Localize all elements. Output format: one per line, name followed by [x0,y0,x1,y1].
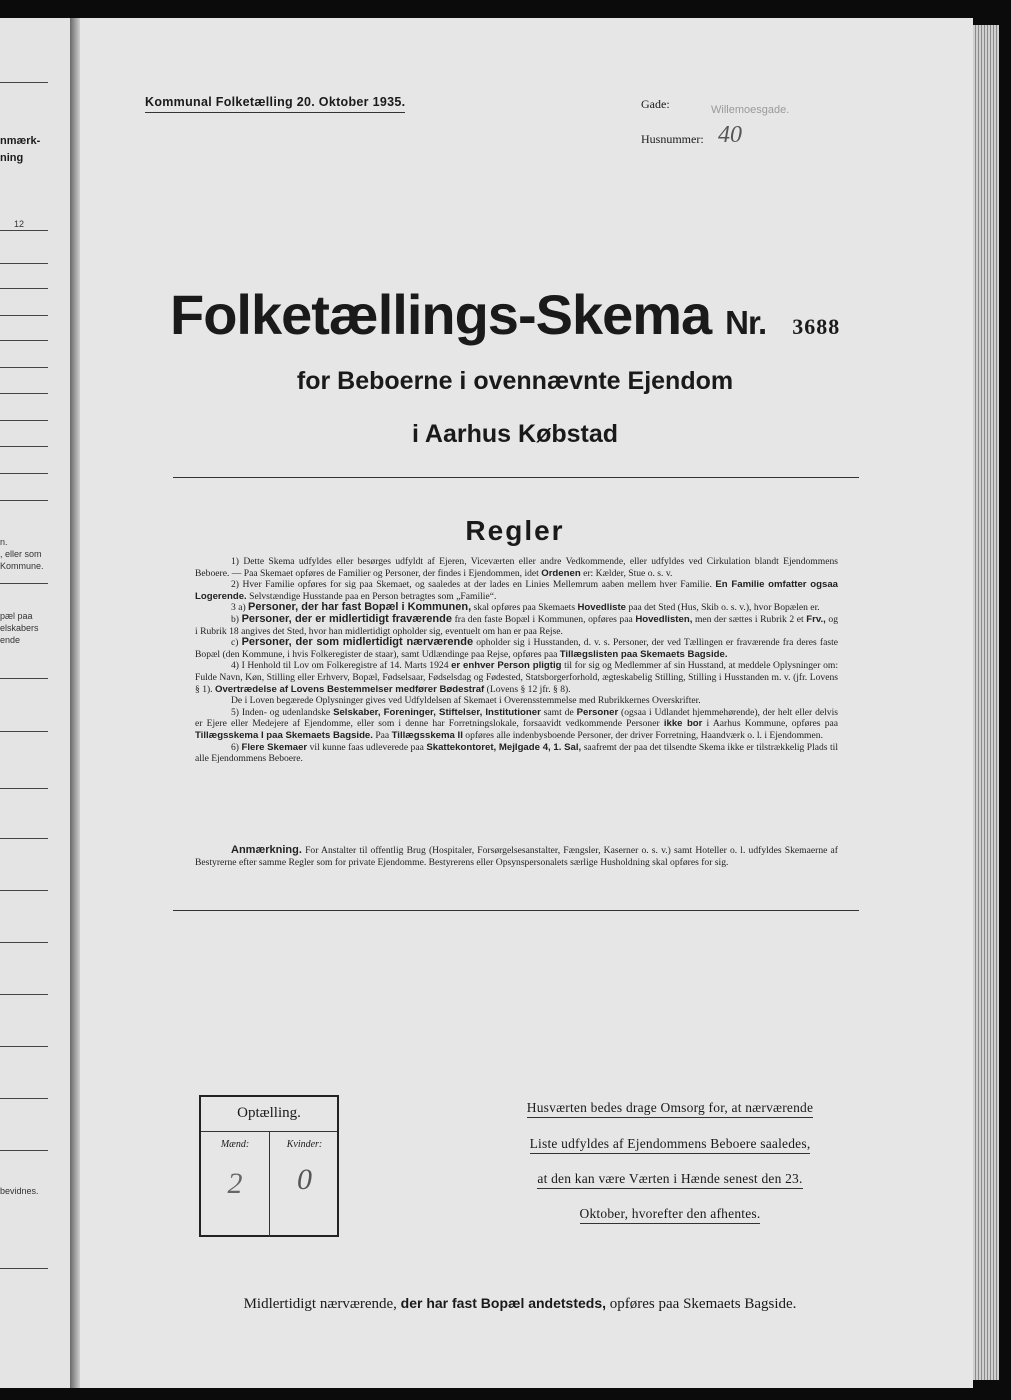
book-gutter [70,18,80,1388]
left-rule [0,678,48,679]
left-rule [0,288,48,289]
rule-3c: c) Personer, der som midlertidigt nærværende opholder sig i Husstanden, d. v. s. Personer, der ved Tællingen er fraværende fra deres faste Bopæl (den Kommune, i hvis Folkeregister de staar), samt Udlændinge paa Rejse, opføres paa Tillægslisten paa Skemaets Bagside. [195,636,838,660]
left-rule [0,340,48,341]
left-rule [0,838,48,839]
gade-value: Willemoesgade. [711,104,790,116]
left-rule [0,1268,48,1269]
footer-line: Midlertidigt nærværende, der har fast Bopæl andetsteds, opføres paa Skemaets Bagside. [243,1295,797,1312]
left-rule [0,393,48,394]
gade-label: Gade: [641,97,670,111]
left-rule [0,473,48,474]
left-rule [0,82,48,83]
count-men-value: 2 [227,1167,243,1200]
count-men-label: Mænd: [220,1139,250,1150]
remark-label: Anmærkning. [231,844,302,856]
left-bottom-text: bevidnes. [0,1186,39,1196]
rule-3a: 3 a) Personer, der har fast Bopæl i Kommunen, skal opføres paa Skemaets Hovedliste paa det Sted (Hus, Skib o. s. v.), hvor Bopælen er. [231,601,820,614]
count-women-value: 0 [297,1163,312,1196]
subtitle-1: for Beboerne i ovennævnte Ejendom [296,367,734,395]
left-rule [0,315,48,316]
subtitle-2: i Aarhus Købstad [411,420,619,448]
husnummer-label: Husnummer: [641,132,704,146]
left-note-2: pæl paa elskabers ende [0,611,39,645]
rule-2: 2) Hver Familie opføres for sig paa Skemaet, og saaledes at der lades en Linies Mellemrum aaben mellem hver Familie. En Familie omfatter ogsaa Logerende. Selvstændige Husstande paa en Person betragtes som „Familie“. [195,579,838,602]
rules-heading: Regler [465,515,565,546]
notice-line-4: Oktober, hvorefter den afhentes. [505,1206,835,1222]
census-header: Kommunal Folketælling 20. Oktober 1935. [145,95,405,113]
left-header: nmærk- ning [0,135,41,164]
left-rule [0,1046,48,1047]
left-rule [0,1098,48,1099]
rule-4b: De i Loven begærede Oplysninger gives ved Udfyldelsen af Skemaet i Overensstemmelse med Rubrikkernes Overskrifter. [231,695,701,707]
count-women-label: Kvinder: [286,1139,323,1150]
left-note-1: n. , eller som Kommune. [0,537,44,571]
rule-3b: b) Personer, der er midlertidigt fraværende fra den faste Bopæl i Kommunen, opføres paa Hovedlisten, men der sættes i Rubrik 2 et Frv., og i Rubrik 18 angives det Sted, hvor han midlertidigt opholder sig, eventuelt om han er paa Rejse. [195,612,839,637]
remark [195,845,838,868]
rule-5: 5) Inden- og udenlandske Selskaber, Foreninger, Stiftelser, Institutioner samt de Personer (ogsaa i Udlandet hjemmehørende), der helt eller delvis er Ejere eller Medejere af Ejendomme, eller som i denne har Forretningslokale, forsaavidt vedkommende Personer ikke bor i Aarhus Kommune, opføres paa Tillægsskema I paa Skemaets Bagside. Paa Tillægsskema II opføres alle indenbysboende Personer, der driver Forretning, Haandværk o. l. i Ejendommen. [195,706,839,741]
rules-body [195,556,838,765]
rule-1: 1) Dette Skema udfyldes eller besørges udfyldt af Ejeren, Viceværten eller andre Vedkommende, eller udfyldes ved Cirkulation blandt Ejendommens Beboere. — Paa Skemaet opføres de Familier og Personer, der findes i Ejendommen, idet Ordenen er: Kælder, Stue o. s. v. [195,556,838,579]
divider-top [173,477,859,478]
left-rule [0,367,48,368]
left-rule [0,994,48,995]
count-title: Optælling. [237,1105,301,1121]
notice-line-1: Husværten bedes drage Omsorg for, at nærværende [505,1100,835,1116]
left-rule [0,890,48,891]
left-page-fragment [0,18,72,1388]
left-col-num: 12 [14,219,25,229]
title-nr-value: 3688 [792,314,841,339]
rule-6: 6) Flere Skemaer vil kunne faas udleverede paa Skattekontoret, Mejlgade 4, 1. Sal, saafremt der paa det tilsendte Skema ikke er tilstrækkelig Plads til alle Ejendommens Beboere. [195,741,838,765]
left-rule [0,420,48,421]
title-nr-label: Nr. [725,304,767,341]
left-rule [0,230,48,231]
rule-4: 4) I Henhold til Lov om Folkeregistre af 14. Marts 1924 er enhver Person pligtig til for sig og Medlemmer af sin Husstand, at meddele Oplysninger om: Fulde Navn, Køn, Stilling eller Erhverv, Bopæl, Fødselsaar, Fødselsdag og Fødested, Statsborgerforhold, ægteskabelig Stilling, Stilling i Husstanden m. v. (jfr. Lovens § 1). Overtrædelse af Lovens Bestemmelser medfører Bødestraf (Lovens § 12 jfr. § 8). [195,660,838,695]
notice-line-2: Liste udfyldes af Ejendommens Beboere saaledes, [505,1136,835,1152]
remark-text: For Anstalter til offentlig Brug (Hospitaler, Forsørgelsesanstalter, Fængsler, Kaserner o. s. v.) samt Hoteller o. l. udfyldes Skemaerne af Bestyrerne efter samme Regler som for private Ejendomme. Bestyrerens eller Opsynspersonalets særlige Husholdning skal opføres for sig. [195,845,838,868]
divider-bottom [173,910,859,911]
page-edges [973,25,999,1380]
title-main: Folketællings-Skema [170,283,712,346]
left-rule [0,263,48,264]
left-rule [0,788,48,789]
left-rule [0,500,48,501]
left-rule [0,1150,48,1151]
left-rule [0,446,48,447]
count-box [199,1095,339,1237]
notice-line-3: at den kan være Værten i Hænde senest den 23. [505,1171,835,1187]
form-title [170,282,870,347]
husnummer-value: 40 [718,122,742,148]
left-rule [0,731,48,732]
left-rule [0,942,48,943]
left-rule [0,583,48,584]
